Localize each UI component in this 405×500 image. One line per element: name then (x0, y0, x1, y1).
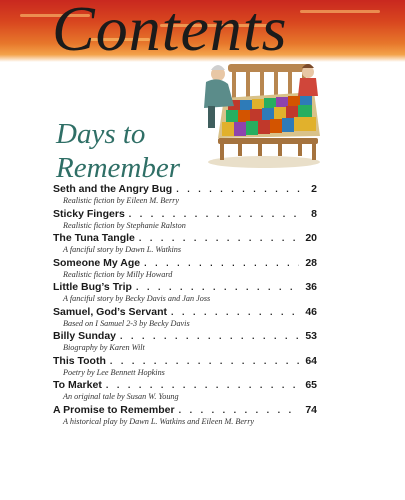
toc-entry-page: 46 (305, 305, 317, 318)
toc-entry[interactable] (53, 232, 317, 257)
toc-entry-title: Sticky Fingers (53, 207, 125, 220)
toc-entry-subtitle: Realistic fiction by Stephanie Ralston (63, 220, 186, 230)
dot-leader (132, 282, 299, 292)
toc-entry-title: To Market (53, 379, 102, 391)
dot-leader (106, 356, 299, 366)
toc-entry-title: Samuel, God’s Servant (53, 305, 167, 318)
section-title-line-1: Days to (56, 118, 146, 150)
toc-entry[interactable] (53, 404, 317, 429)
toc-entry-title: Someone My Age (53, 256, 141, 269)
toc-entry[interactable] (53, 281, 317, 306)
toc-entry-subtitle: A fanciful story by Dawn L. Watkins (63, 245, 182, 254)
toc-entry-title: The Tuna Tangle (53, 232, 135, 244)
toc-entry-title: This Tooth (53, 354, 106, 367)
page-title: Contents (52, 0, 288, 64)
toc-entry-page: 53 (305, 330, 317, 342)
toc-entry[interactable] (53, 183, 317, 208)
toc-entry-subtitle: Biography by Karen Wilt (63, 343, 145, 352)
section-title-line-2: Remember (56, 152, 181, 184)
dot-leader (140, 258, 299, 268)
toc-entry-subtitle: A fanciful story by Becky Davis and Jan Joss (63, 294, 211, 303)
toc-entry-page: 8 (311, 207, 317, 220)
toc-entry[interactable] (53, 379, 317, 404)
toc-entry[interactable] (53, 208, 317, 233)
toc-entry-page: 36 (305, 281, 317, 293)
toc-entry-subtitle: Realistic fiction by Eileen M. Berry (63, 196, 179, 205)
toc-entry[interactable] (53, 257, 317, 282)
toc-entry-title: A Promise to Remember (53, 403, 175, 416)
toc-entry-title: Billy Sunday (53, 330, 117, 342)
toc-entry-subtitle: Poetry by Lee Bennett Hopkins (63, 367, 165, 377)
toc-entry-page: 20 (305, 232, 317, 244)
toc-entry-title: Seth and the Angry Bug (53, 183, 173, 195)
dot-leader (175, 405, 300, 415)
toc-entry[interactable] (53, 330, 317, 355)
dot-leader (167, 307, 299, 317)
dot-leader (125, 209, 305, 219)
toc-entry-page: 64 (305, 354, 317, 367)
section-title (56, 117, 180, 185)
dot-leader (172, 184, 305, 194)
quilt-bed-scene-illustration (198, 58, 322, 170)
dot-leader (135, 233, 299, 243)
dot-leader (102, 380, 299, 390)
toc-entry-subtitle: Realistic fiction by Milly Howard (63, 269, 173, 279)
toc-entry-page: 28 (305, 256, 317, 269)
toc-entry-title: Little Bug’s Trip (53, 281, 132, 293)
toc-entry[interactable] (53, 306, 317, 331)
toc-entry[interactable] (53, 355, 317, 380)
toc-entry-subtitle: Based on I Samuel 2-3 by Becky Davis (63, 318, 190, 328)
toc-entry-subtitle: A historical play by Dawn L. Watkins and Eileen M. Berry (63, 416, 255, 426)
toc-entry-page: 2 (311, 183, 317, 195)
toc-entry-subtitle: An original tale by Susan W. Young (63, 392, 179, 401)
toc-entry-page: 74 (305, 403, 317, 416)
toc-entry-page: 65 (305, 379, 317, 391)
dot-leader (116, 331, 299, 341)
table-of-contents (53, 183, 317, 428)
